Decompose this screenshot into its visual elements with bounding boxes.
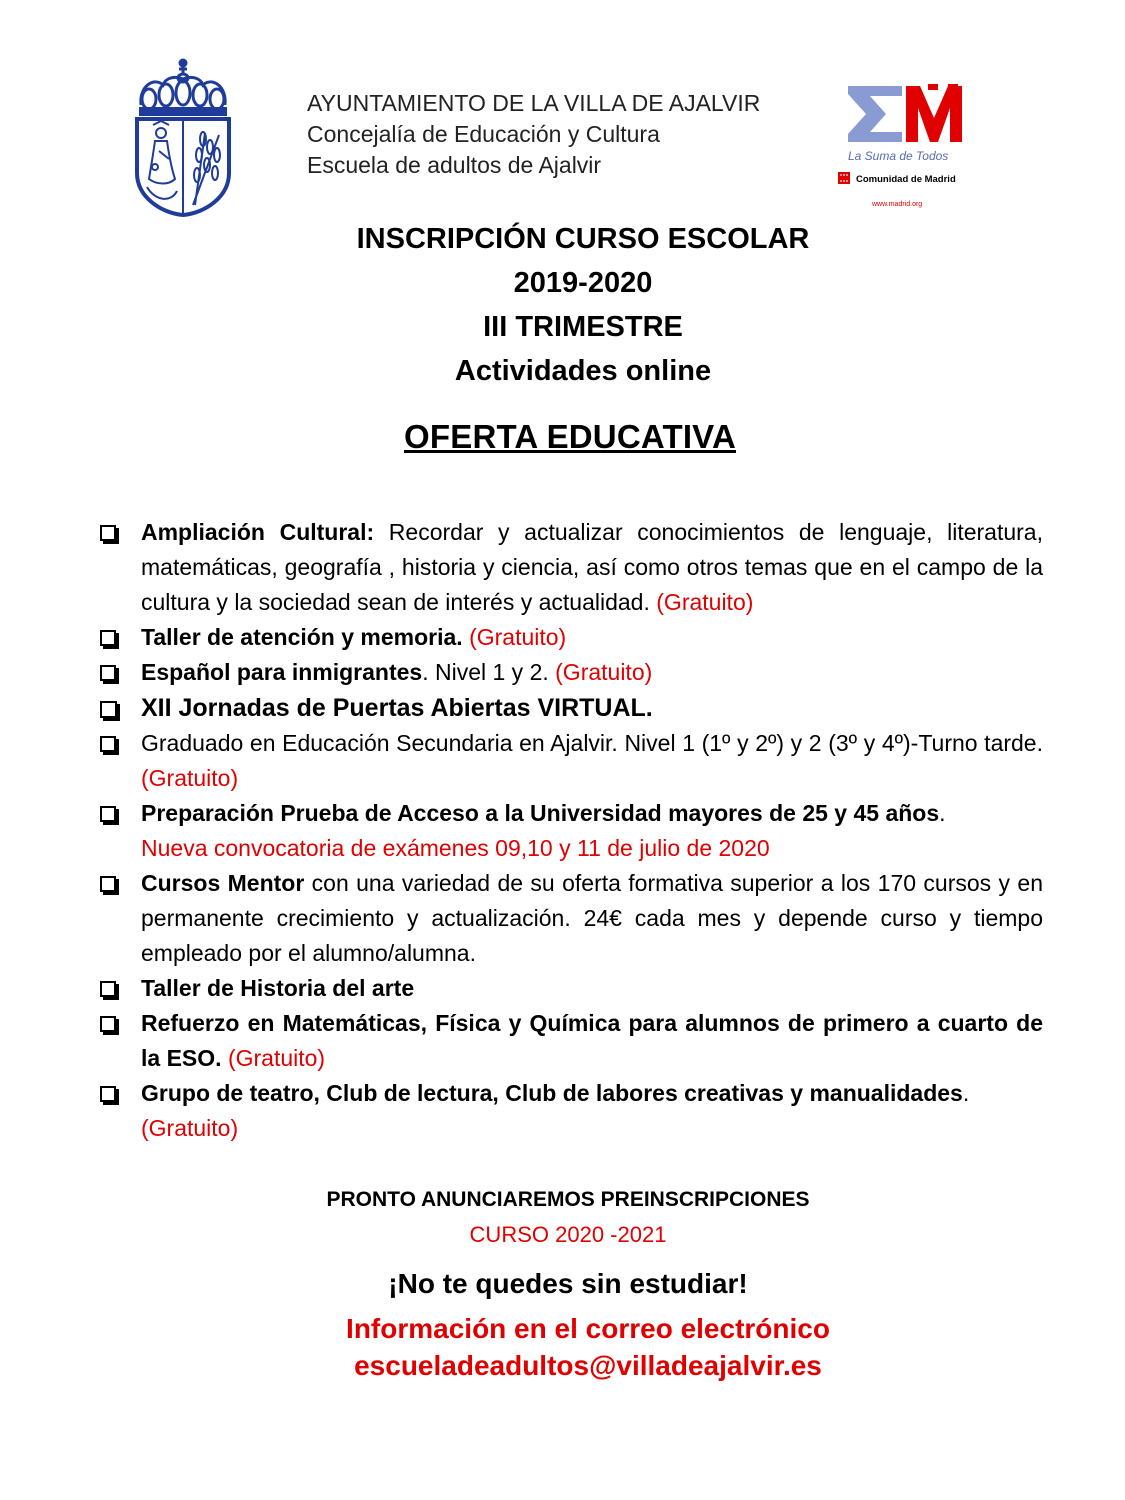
list-item	[97, 655, 1043, 690]
item-title: Taller de Historia del arte	[141, 975, 415, 1001]
checkbox-bullet-icon	[100, 525, 116, 541]
checkbox-bullet-icon	[100, 981, 116, 997]
logo-slogan: La Suma de Todos	[848, 149, 949, 163]
list-item	[97, 1076, 1043, 1146]
institution-name: AYUNTAMIENTO DE LA VILLA DE AJALVIR	[307, 90, 761, 116]
item-text: .	[939, 800, 946, 826]
item-title: Cursos Mentor	[141, 870, 305, 896]
list-item	[97, 796, 1043, 866]
item-title: Taller de atención y memoria.	[141, 624, 463, 650]
title-line-1: INSCRIPCIÓN CURSO ESCOLAR	[356, 223, 810, 255]
comunidad-madrid-logo	[836, 84, 976, 212]
list-item	[97, 515, 1043, 620]
offer-heading: OFERTA EDUCATIVA	[404, 418, 736, 455]
checkbox-bullet-icon	[100, 630, 116, 646]
title-line-4: Actividades online	[454, 355, 712, 387]
item-title: Español para inmigrantes	[141, 659, 423, 685]
enrollment-titles	[0, 217, 1125, 393]
item-text: . Nivel 1 y 2.	[422, 659, 556, 685]
contact-info	[0, 1310, 1125, 1384]
school-name: Escuela de adultos de Ajalvir	[307, 152, 602, 178]
list-item	[97, 866, 1043, 971]
item-price-note: (Gratuito)	[555, 659, 653, 685]
item-title: Ampliación Cultural:	[141, 519, 375, 545]
contact-email-link[interactable]: escueladeadultos@villadeajalvir.es	[354, 1350, 822, 1381]
institution-header	[307, 88, 760, 181]
preinscription-announcement: PRONTO ANUNCIAREMOS PREINSCRIPCIONES	[326, 1188, 810, 1211]
list-item	[97, 1006, 1043, 1076]
item-price-note: (Gratuito)	[469, 624, 567, 650]
item-text: .	[962, 1080, 970, 1106]
checkbox-bullet-icon	[100, 665, 116, 681]
next-course-label: CURSO 2020 -2021	[469, 1222, 667, 1247]
course-list	[97, 515, 1043, 1146]
list-item	[97, 690, 1043, 726]
checkbox-bullet-icon	[100, 1086, 116, 1102]
checkbox-bullet-icon	[100, 806, 116, 822]
checkbox-bullet-icon	[100, 736, 116, 752]
title-line-3: III TRIMESTRE	[483, 311, 683, 343]
item-title: Grupo de teatro, Club de lectura, Club de labores creativas y manualidades	[141, 1080, 963, 1106]
checkbox-bullet-icon	[100, 1016, 116, 1032]
list-item	[97, 620, 1043, 655]
title-line-2: 2019-2020	[513, 267, 653, 299]
item-title: Refuerzo en Matemáticas, Física y Química para alumnos de primero a cuarto de la ESO.	[141, 1010, 1043, 1071]
item-price-note: (Gratuito)	[227, 1045, 326, 1071]
item-text: con una variedad de su oferta formativa superior a los 170 cursos y en permanente crecimiento y actualización. 24€ cada mes y depende curso y tiempo empleado por el alumno/alumna.	[141, 870, 1043, 966]
list-item	[97, 726, 1043, 796]
madrid-emblem-icon	[836, 84, 976, 212]
checkbox-bullet-icon	[100, 701, 117, 718]
item-text: Recordar y actualizar conocimientos de lenguaje, literatura, matemáticas, geografía , historia y ciencia, así como otros temas que en el campo de la cultura y la sociedad sean de interés y actualidad.	[141, 519, 1043, 615]
logo-url: www.madrid.org	[872, 201, 923, 208]
checkbox-bullet-icon	[100, 876, 116, 892]
logo-org-name: Comunidad de Madrid	[856, 174, 956, 185]
contact-info-label: Información en el correo electrónico	[346, 1313, 830, 1344]
item-price-note: (Gratuito)	[141, 765, 239, 791]
slogan: ¡No te quedes sin estudiar!	[388, 1268, 748, 1299]
town-crest-logo	[133, 55, 233, 217]
department-name: Concejalía de Educación y Cultura	[307, 121, 660, 147]
item-text: Graduado en Educación Secundaria en Ajalvir. Nivel 1 (1º y 2º) y 2 (3º y 4º)-Turno tarde.	[141, 730, 1043, 756]
item-title: Preparación Prueba de Acceso a la Universidad mayores de 25 y 45 años	[141, 800, 940, 826]
list-item	[97, 971, 1043, 1006]
item-price-note: (Gratuito)	[141, 1115, 239, 1141]
item-price-note: (Gratuito)	[656, 589, 754, 615]
item-exam-note: Nueva convocatoria de exámenes 09,10 y 11 de julio de 2020	[141, 835, 770, 861]
item-title: XII Jornadas de Puertas Abiertas VIRTUAL.	[141, 694, 653, 722]
